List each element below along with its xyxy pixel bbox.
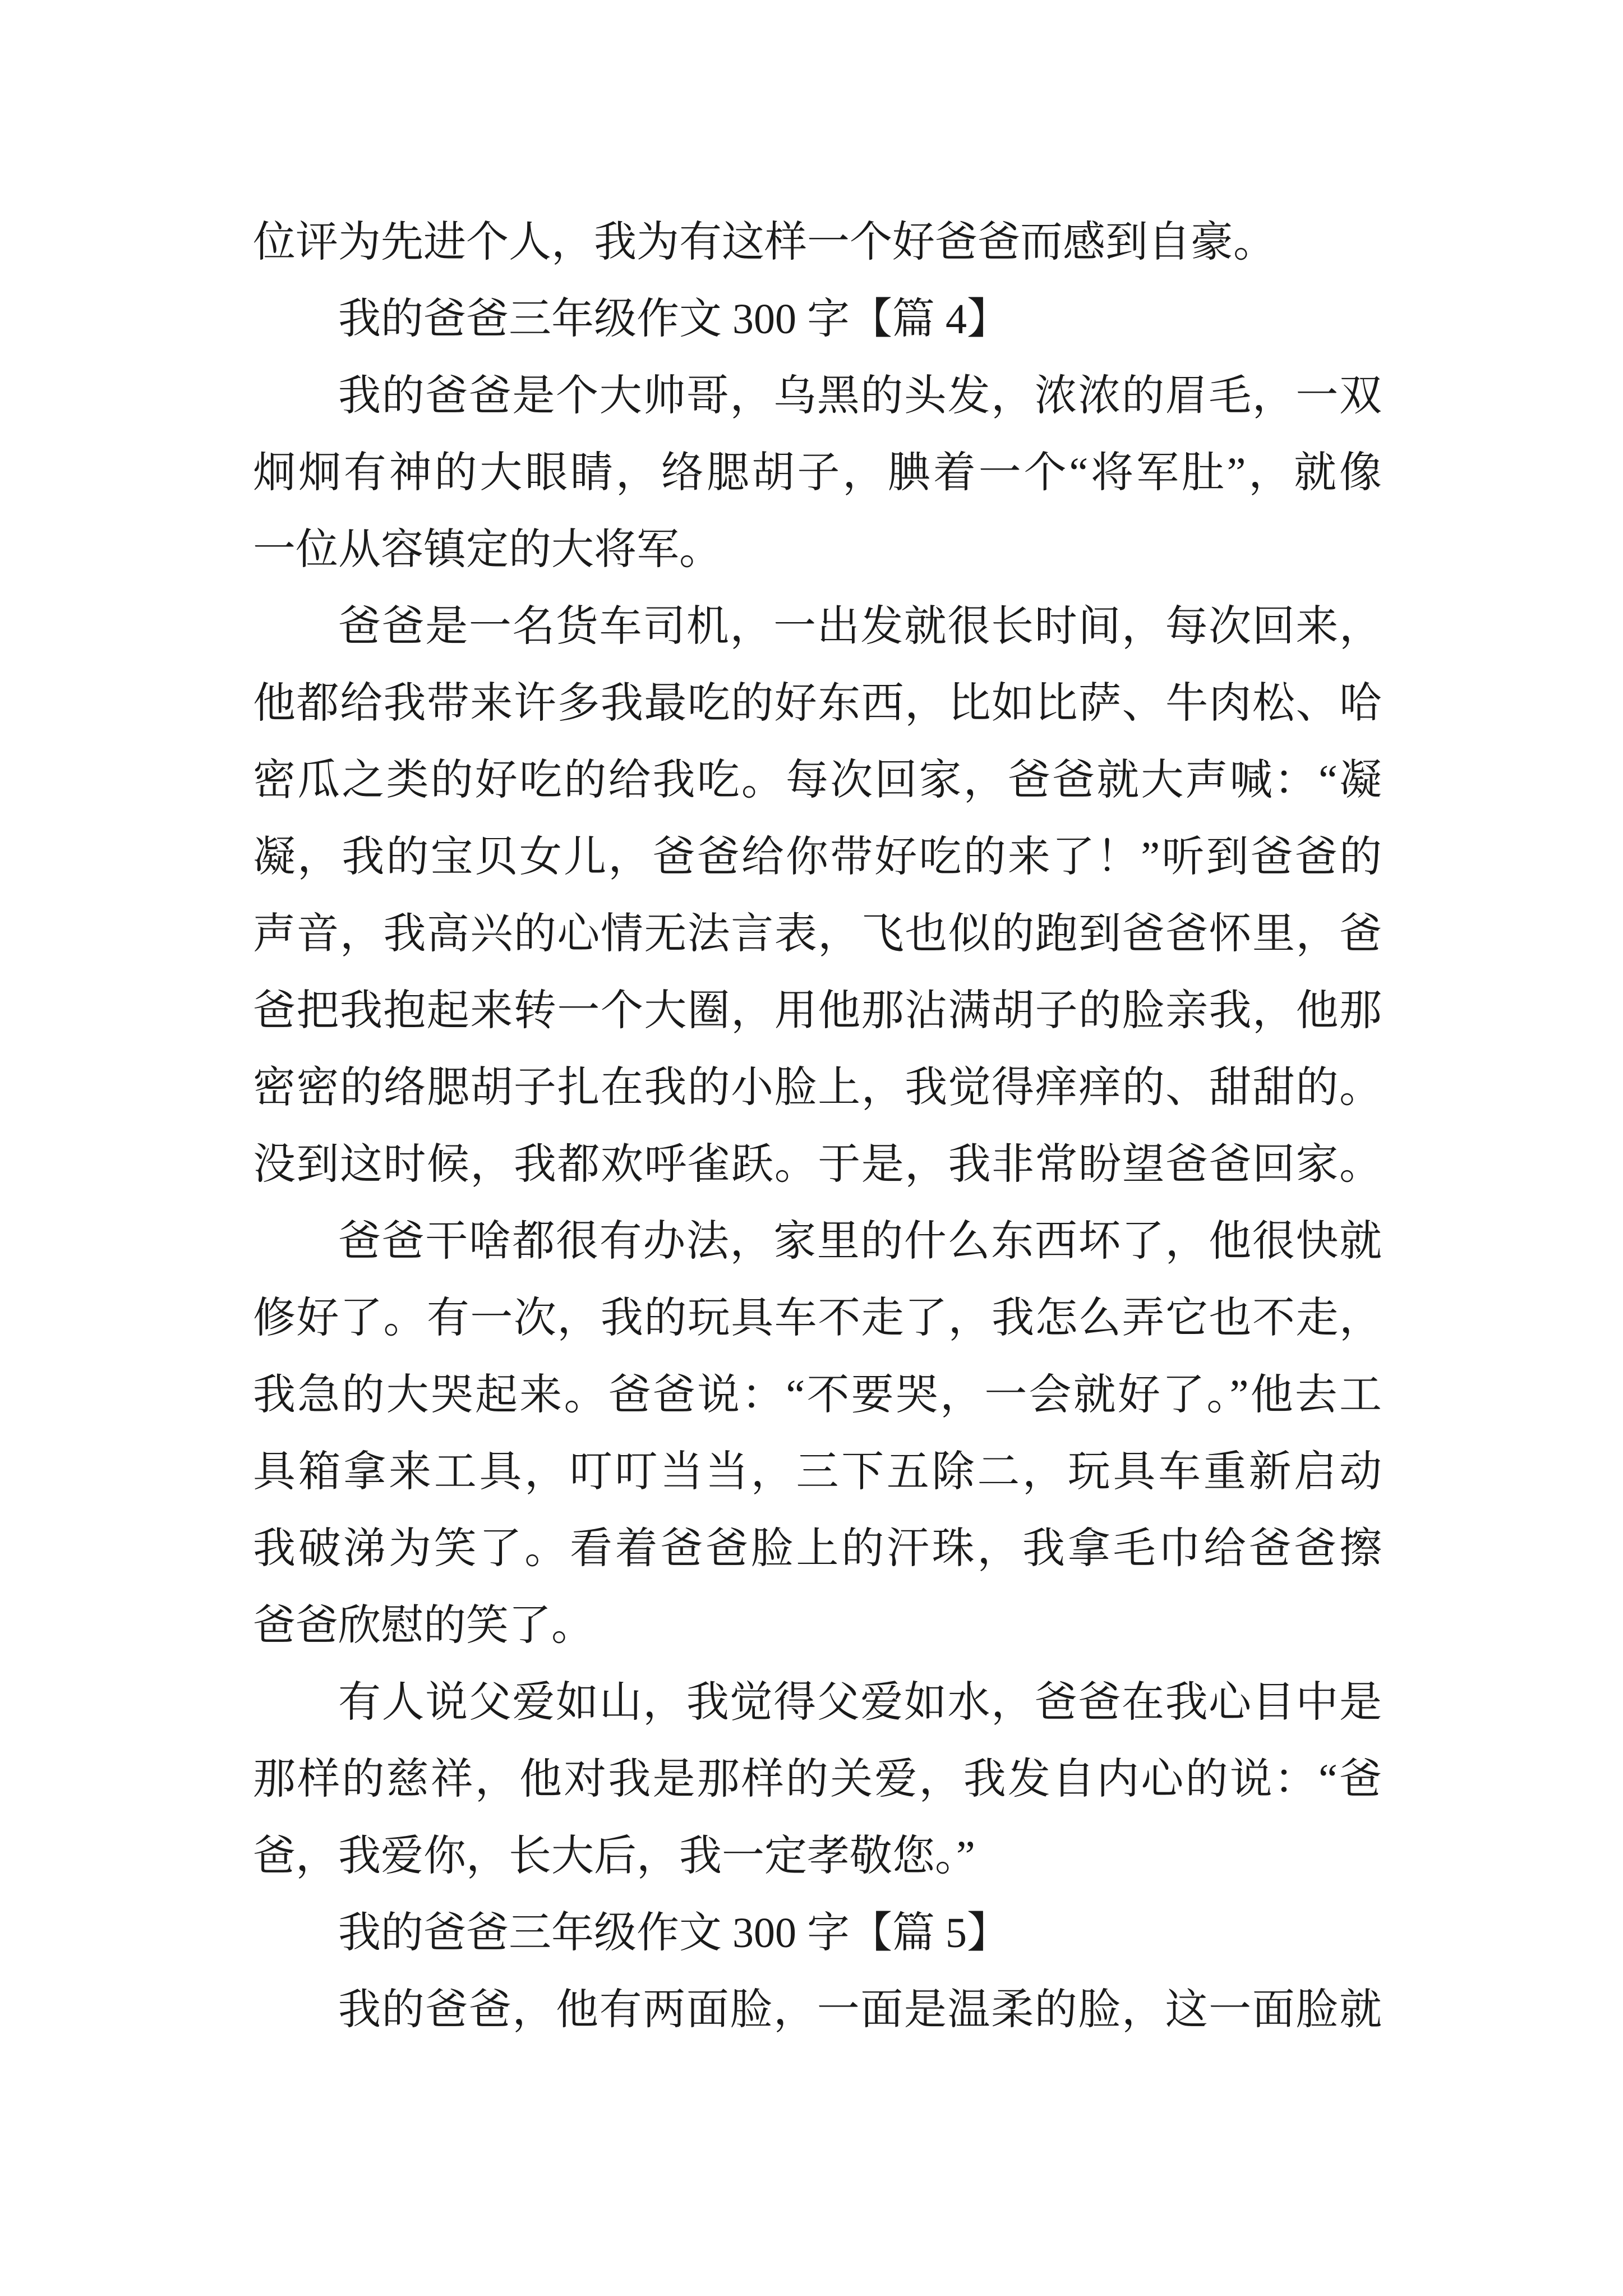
text-line: 密瓜之类的好吃的给我吃。每次回家，爸爸就大声喊：“凝 bbox=[253, 757, 1382, 804]
text-line: 爸爸干啥都很有办法，家里的什么东西坏了，他很快就 bbox=[338, 1218, 1382, 1265]
text-line: 他都给我带来许多我最吃的好东西，比如比萨、牛肉松、哈 bbox=[253, 680, 1382, 727]
text-line: 声音，我高兴的心情无法言表，飞也似的跑到爸爸怀里，爸 bbox=[253, 910, 1382, 958]
paragraph bbox=[253, 588, 1382, 1203]
paragraph bbox=[253, 1972, 1382, 2049]
text-line: 一位从容镇定的大将军。 bbox=[253, 526, 722, 573]
section-5 bbox=[253, 1895, 1382, 2049]
text-line: 我急的大哭起来。爸爸说：“不要哭，一会就好了。”他去工 bbox=[253, 1372, 1382, 1419]
text-line: 我破涕为笑了。看着爸爸脸上的汗珠，我拿毛巾给爸爸擦 bbox=[253, 1525, 1382, 1572]
text-line: 我的爸爸是个大帅哥，乌黑的头发，浓浓的眉毛，一双 bbox=[338, 372, 1382, 420]
text-line: 爸爸欣慰的笑了。 bbox=[253, 1602, 594, 1649]
paragraph bbox=[253, 1664, 1382, 1895]
document-body bbox=[253, 204, 1382, 2049]
section-heading: 我的爸爸三年级作文 300 字【篇 5】 bbox=[338, 1910, 1009, 1957]
text-line: 爸爸是一名货车司机，一出发就很长时间，每次回来， bbox=[338, 603, 1382, 650]
text-line: 凝，我的宝贝女儿，爸爸给你带好吃的来了！”听到爸爸的 bbox=[253, 834, 1382, 881]
text-line: 修好了。有一次，我的玩具车不走了，我怎么弄它也不走， bbox=[253, 1295, 1382, 1342]
paragraph bbox=[253, 1203, 1382, 1664]
text-line: 爸把我抱起来转一个大圈，用他那沾满胡子的脸亲我，他那 bbox=[253, 987, 1382, 1034]
text-line: 有人说父爱如山，我觉得父爱如水，爸爸在我心目中是 bbox=[338, 1679, 1382, 1726]
text-line: 密密的络腮胡子扎在我的小脸上，我觉得痒痒的、甜甜的。 bbox=[253, 1064, 1382, 1111]
section-4 bbox=[253, 281, 1382, 1895]
text-line: 没到这时候，我都欢呼雀跃。于是，我非常盼望爸爸回家。 bbox=[253, 1141, 1382, 1188]
text-line: 我的爸爸，他有两面脸，一面是温柔的脸，这一面脸就 bbox=[338, 1986, 1382, 2033]
text-line: 爸，我爱你，长大后，我一定孝敬您。” bbox=[253, 1833, 975, 1880]
text-line: 具箱拿来工具，叮叮当当，三下五除二，玩具车重新启动 bbox=[253, 1448, 1382, 1496]
text-line: 位评为先进个人，我为有这样一个好爸爸而感到自豪。 bbox=[253, 219, 1276, 266]
paragraph bbox=[253, 358, 1382, 588]
section-heading: 我的爸爸三年级作文 300 字【篇 4】 bbox=[338, 296, 1009, 343]
paragraph-continuation bbox=[253, 204, 1382, 281]
text-line: 炯炯有神的大眼睛，络腮胡子，腆着一个“将军肚”，就像 bbox=[253, 449, 1382, 496]
text-line: 那样的慈祥，他对我是那样的关爱，我发自内心的说：“爸 bbox=[253, 1756, 1382, 1803]
